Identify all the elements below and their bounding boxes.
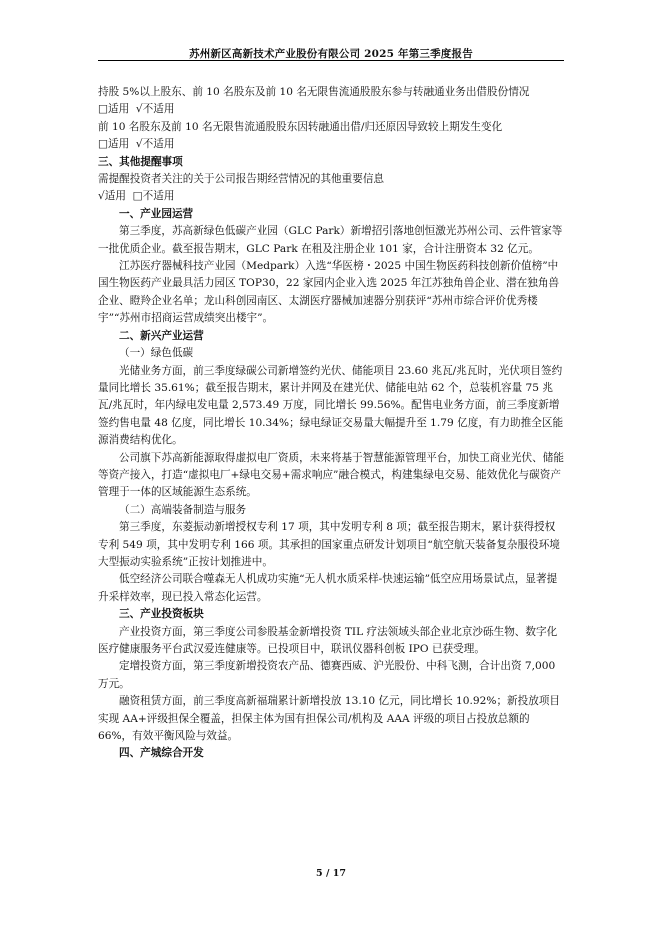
paragraph-patents: 第三季度，东菱振动新增授权专利 17 项，其中发明专利 8 项；截至报告期末，累计获得授权专利 549 项，其中发明专利 166 项。其承担的国家重点研发计划项目“航空航天装备复杂服役环境大型振动实验系统”正按计划推进中。 [98, 521, 560, 568]
paragraph-private-placement: 定增投资方面，第三季度新增投资农产品、德赛西威、沪光股份、中科飞测，合计出资 7,000 万元。 [98, 660, 556, 690]
paragraph-medpark: 江苏医疗器械科技产业园（Medpark）入选“华医榜・2025 中国生物医药科技创新价值榜”中国生物医药产业最具活力园区 TOP30，22 家园内企业入选 2025 年江苏独角兽企业、潜在独角兽企业、瞪羚企业名单；龙山科创园南区、太湖医疗器械加速器分别获评“苏州市综合评价优秀楼宇”“苏州市招商运营成绩突出楼宇”。 [98, 260, 560, 325]
applicability-options: √适用 □不适用 [98, 190, 175, 203]
paragraph-low-altitude: 低空经济公司联合噬森无人机成功实施“无人机水质采样-快速运输”低空应用场景试点，显著提升采样效率，现已投入常态化运营。 [98, 573, 558, 603]
subheading-emerging-industry: 二、新兴产业运营 [119, 329, 204, 342]
subheading-high-end-equipment: （二）高端装备制造与服务 [119, 503, 247, 516]
subheading-industry-investment: 三、产业投资板块 [119, 608, 204, 621]
page-number: 5 / 17 [316, 868, 346, 879]
paragraph-glc-park: 第三季度，苏高新绿色低碳产业园（GLC Park）新增招引落地创恒激光苏州公司、云件管家等一批优质企业。截至报告期末，GLC Park 在租及注册企业 101 家，合计注册资本 32 亿元。 [98, 225, 563, 255]
paragraph-industry-investment: 产业投资方面，第三季度公司参股基金新增投资 TIL 疗法领域头部企业北京沙砾生物、数字化医疗健康服务平台武汉爱连健康等。已投项目中，联讯仪器科创板 IPO 已获受理。 [98, 625, 558, 655]
subheading-park-operation: 一、产业园运营 [119, 207, 194, 220]
report-body [98, 84, 564, 763]
paragraph-virtual-power-plant: 公司旗下苏高新能源取得虚拟电厂资质，未来将基于智慧能源管理平台，加快工商业光伏、储能等资产接入，打造“虚拟电厂+绿电交易+需求响应”融合模式，构建集绿电交易、能效优化与碳资产管理于一体的区域能源生态系统。 [98, 451, 564, 499]
subheading-green-low-carbon: （一）绿色低碳 [119, 347, 194, 360]
applicability-options: □适用 √不适用 [98, 138, 175, 151]
applicability-options: □适用 √不适用 [98, 103, 175, 116]
page-header-title: 苏州新区高新技术产业股份有限公司 2025 年第三季度报告 [189, 48, 473, 60]
paragraph-lending-info: 持股 5%以上股东、前 10 名股东及前 10 名无限售流通股股东参与转融通业务出借股份情况 [98, 86, 530, 98]
paragraph-reminder-intro: 需提醒投资者关注的关于公司报告期经营情况的其他重要信息 [98, 173, 385, 186]
paragraph-lending-change: 前 10 名股东及前 10 名无限售流通股股东因转融通出借/归还原因导致较上期发生变化 [98, 120, 503, 133]
subheading-urban-development: 四、产城综合开发 [119, 747, 204, 760]
paragraph-financial-leasing: 融资租赁方面，前三季度高新福瑞累计新增投放 13.10 亿元，同比增长 10.92%；新投放项目实现 AA+评级担保全覆盖，担保主体为国有担保公司/机构及 AAA 评级的项目占投放总额的 66%，有效平衡风险与效益。 [98, 695, 561, 743]
paragraph-solar-storage: 光储业务方面，前三季度绿碳公司新增签约光伏、储能项目 23.60 兆瓦/兆瓦时，光伏项目签约量同比增长 35.61%；截至报告期末，累计并网及在建光伏、储能电站 62 个，总装机容量 75 兆瓦/兆瓦时，年内绿电发电量 2,573.49 万度，同比增长 99.56%。配售电业务方面，前三季度新增签约售电量 48 亿度，同比增长 10.34%；绿电绿证交易量大幅提升至 1.79 亿度，有力助推全区能源消费结构优化。 [98, 364, 564, 447]
header-divider [98, 60, 564, 61]
section-heading-reminders: 三、其他提醒事项 [98, 155, 183, 168]
